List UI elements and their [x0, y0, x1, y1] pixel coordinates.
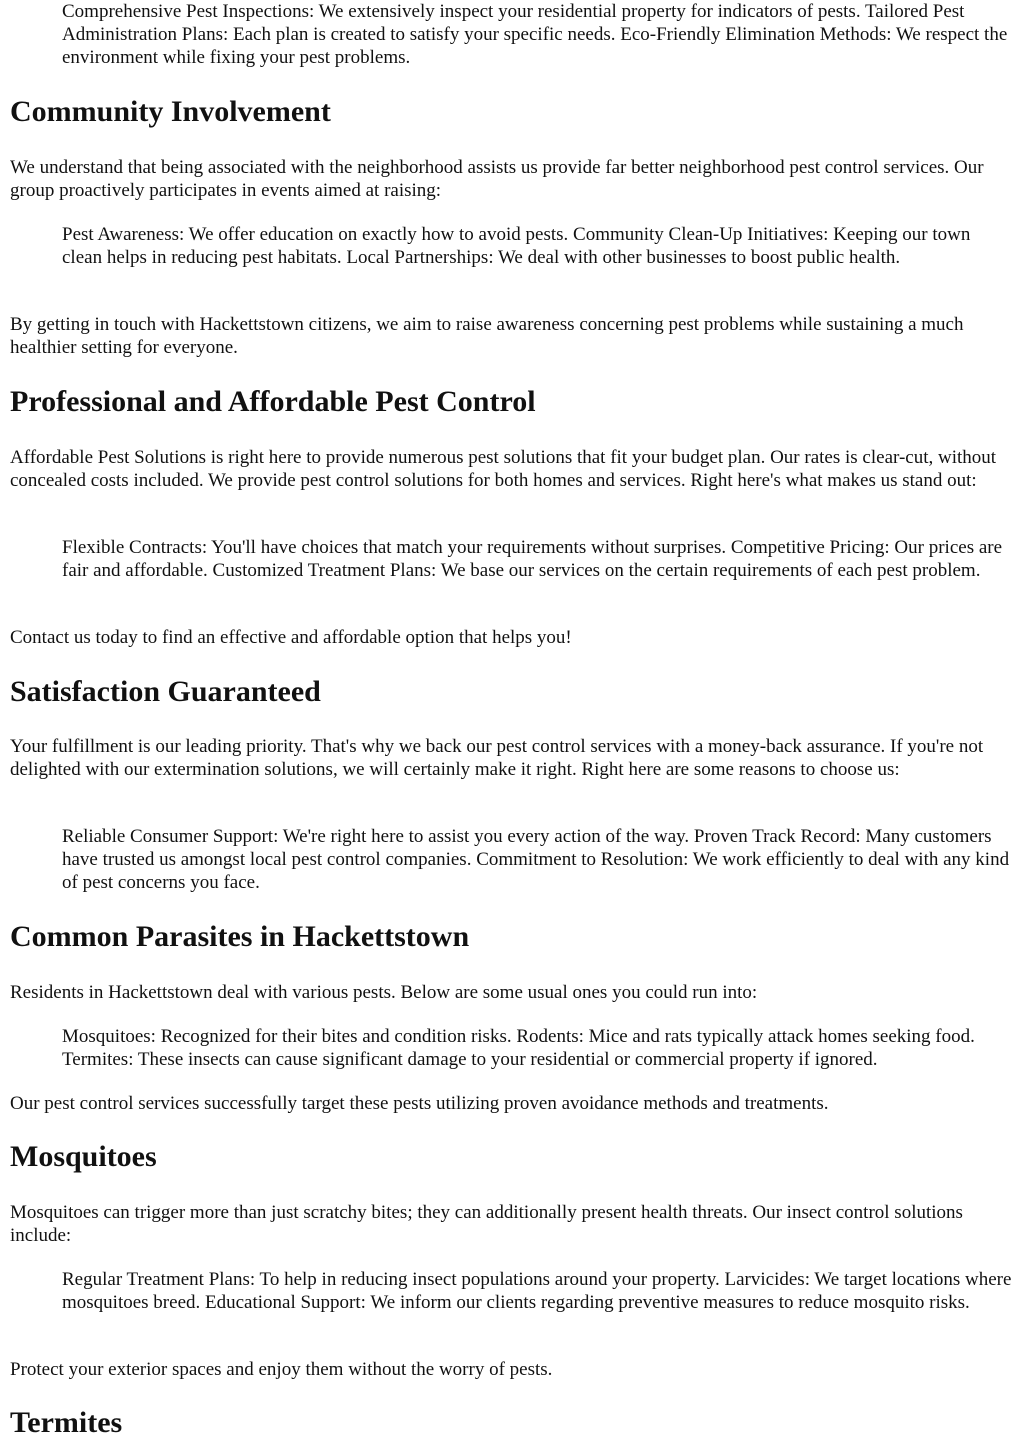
mosquitoes-outro-paragraph: Protect your exterior spaces and enjoy them without the worry of pests.: [10, 1359, 553, 1380]
section-heading-mosquitoes: Mosquitoes: [10, 1140, 157, 1173]
inspections-list-quote: Comprehensive Pest Inspections: We extensively inspect your residential property for indicators of pests. Tailored Pest Administration Plans: Each plan is created to satisfy your specific needs. Eco-Friendly Elimination Methods: We respect the environment while fixing your pest problems.: [62, 1, 1008, 68]
mosquitoes-intro-paragraph: Mosquitoes can trigger more than just scratchy bites; they can additionally present health threats. Our insect control solutions include:: [10, 1202, 963, 1246]
section-heading-termites: Termites: [10, 1406, 123, 1439]
satisfaction-list-quote: Reliable Consumer Support: We're right here to assist you every action of the way. Proven Track Record: Many customers have trusted us amongst local pest control companies. Commitment to Resolution: We work efficiently to deal with any kind of pest concerns you face.: [62, 826, 1010, 893]
section-heading-community: Community Involvement: [10, 95, 331, 128]
section-heading-professional: Professional and Affordable Pest Control: [10, 385, 536, 418]
community-list-quote: Pest Awareness: We offer education on exactly how to avoid pests. Community Clean-Up Initiatives: Keeping our town clean helps in reducing pest habitats. Local Partnerships: We deal with other businesses to boost public health.: [62, 224, 971, 268]
parasites-list-quote: Mosquitoes: Recognized for their bites and condition risks. Rodents: Mice and rats typically attack homes seeking food. Termites: These insects can cause significant damage to your residential or commercial property if ignored.: [62, 1026, 975, 1070]
parasites-intro-paragraph: Residents in Hackettstown deal with various pests. Below are some usual ones you could run into:: [10, 982, 758, 1003]
community-outro-paragraph: By getting in touch with Hackettstown citizens, we aim to raise awareness concerning pest problems while sustaining a much healthier setting for everyone.: [10, 314, 964, 358]
professional-list-quote: Flexible Contracts: You'll have choices that match your requirements without surprises. Competitive Pricing: Our prices are fair and affordable. Customized Treatment Plans: We base our services on the certain requirements of each pest problem.: [62, 537, 1003, 581]
parasites-outro-paragraph: Our pest control services successfully target these pests utilizing proven avoidance methods and treatments.: [10, 1093, 829, 1114]
satisfaction-intro-paragraph: Your fulfillment is our leading priority. That's why we back our pest control services with a money-back assurance. If you're not delighted with our extermination solutions, we will certainly make it right. Right here are some reasons to choose us:: [10, 736, 984, 780]
section-heading-satisfaction: Satisfaction Guaranteed: [10, 675, 321, 708]
contact-paragraph: Contact us today to find an effective and affordable option that helps you!: [10, 627, 572, 648]
professional-intro-paragraph: Affordable Pest Solutions is right here to provide numerous pest solutions that fit your budget plan. Our rates is clear-cut, without concealed costs included. We provide pest control solutions for both homes and services. Right here's what makes us stand out:: [10, 447, 997, 491]
mosquitoes-list-quote: Regular Treatment Plans: To help in reducing insect populations around your property. Larvicides: We target locations where mosquitoes breed. Educational Support: We inform our clients regarding preventive measures to reduce mosquito risks.: [62, 1269, 1012, 1313]
community-intro-paragraph: We understand that being associated with the neighborhood assists us provide far better neighborhood pest control services. Our group proactively participates in events aimed at raising:: [10, 157, 984, 201]
section-heading-common-parasites: Common Parasites in Hackettstown: [10, 920, 470, 953]
